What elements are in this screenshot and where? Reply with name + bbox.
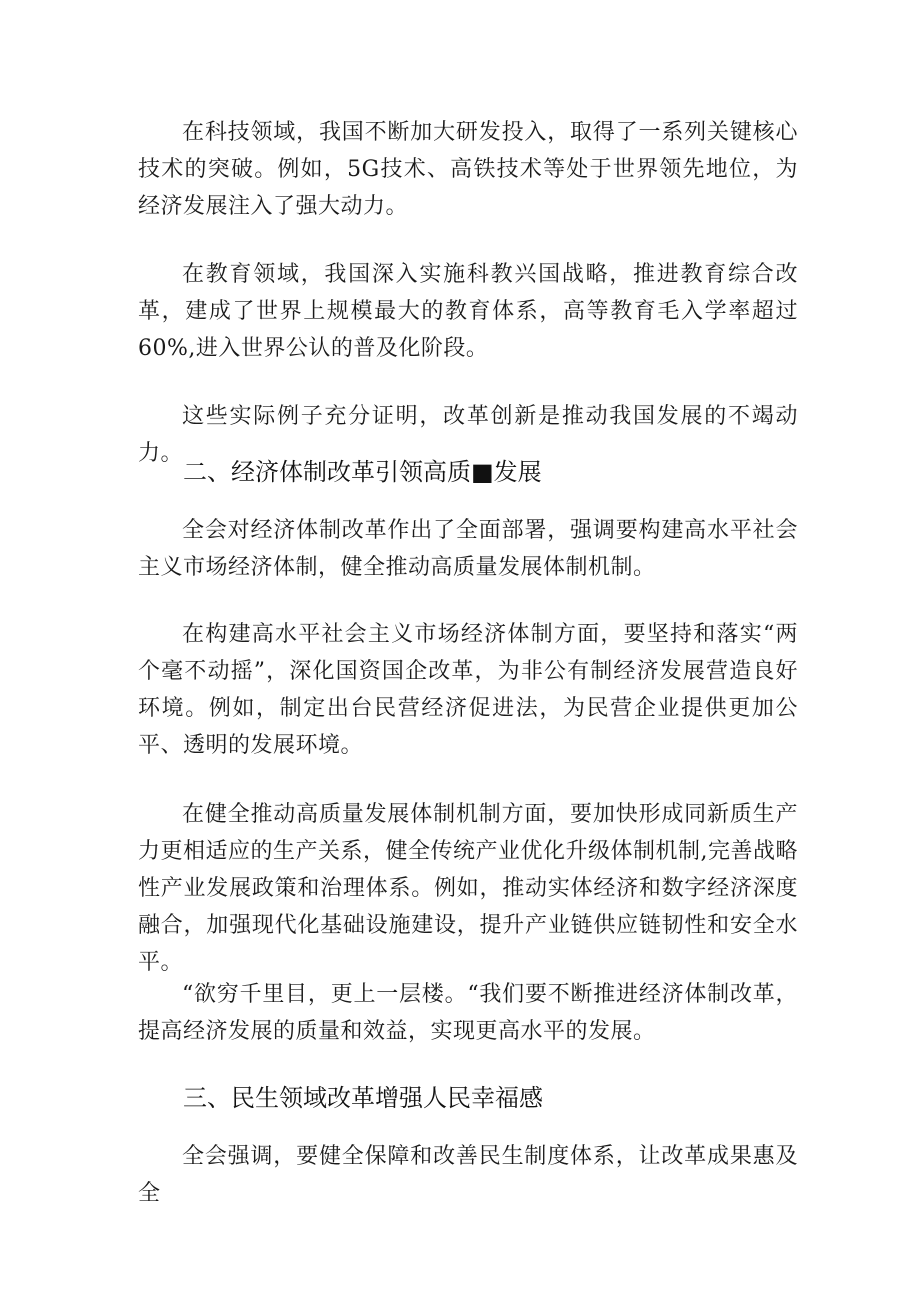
paragraph-high-quality: 在健全推动高质量发展体制机制方面，要加快形成同新质生产力更相适应的生产关系，健全传统产业优化升级体制机制,完善战略性产业发展政策和治理体系。例如，推动实体经济和数字经济深度融合，加强现代化基础设施建设，提升产业链供应链韧性和安全水平。 (138, 802, 798, 975)
paragraph-tech: 在科技领域，我国不断加大研发投入，取得了一系列关键核心技术的突破。例如，5G技术、高铁技术等处于世界领先地位，为经济发展注入了强大动力。 (138, 120, 798, 219)
paragraph-summary: 这些实际例子充分证明，改革创新是推动我国发展的不竭动力。 (138, 404, 798, 466)
section-heading-economy: 二、经济体制改革引领高质■发展 (183, 458, 542, 486)
paragraph-education: 在教育领域，我国深入实施科教兴国战略，推进教育综合改革，建成了世界上规模最大的教育体系，高等教育毛入学率超过60%,进入世界公认的普及化阶段。 (138, 262, 798, 361)
paragraph-quote: “欲穷千里目，更上一层楼。“我们要不断推进经济体制改革，提高经济发展的质量和效益，实现更高水平的发展。 (138, 982, 798, 1044)
paragraph-market-economy: 在构建高水平社会主义市场经济体制方面，要坚持和落实“两个毫不动摇”，深化国资国企改革，为非公有制经济发展营造良好环境。例如，制定出台民营经济促进法，为民营企业提供更加公平、透明的发展环境。 (138, 622, 798, 758)
section-heading-livelihood: 三、民生领域改革增强人民幸福感 (183, 1084, 543, 1112)
paragraph-livelihood-intro: 全会强调，要健全保障和改善民生制度体系，让改革成果惠及全 (138, 1144, 798, 1206)
paragraph-economy-intro: 全会对经济体制改革作出了全面部署，强调要构建高水平社会主义市场经济体制，健全推动高质量发展体制机制。 (138, 518, 798, 580)
